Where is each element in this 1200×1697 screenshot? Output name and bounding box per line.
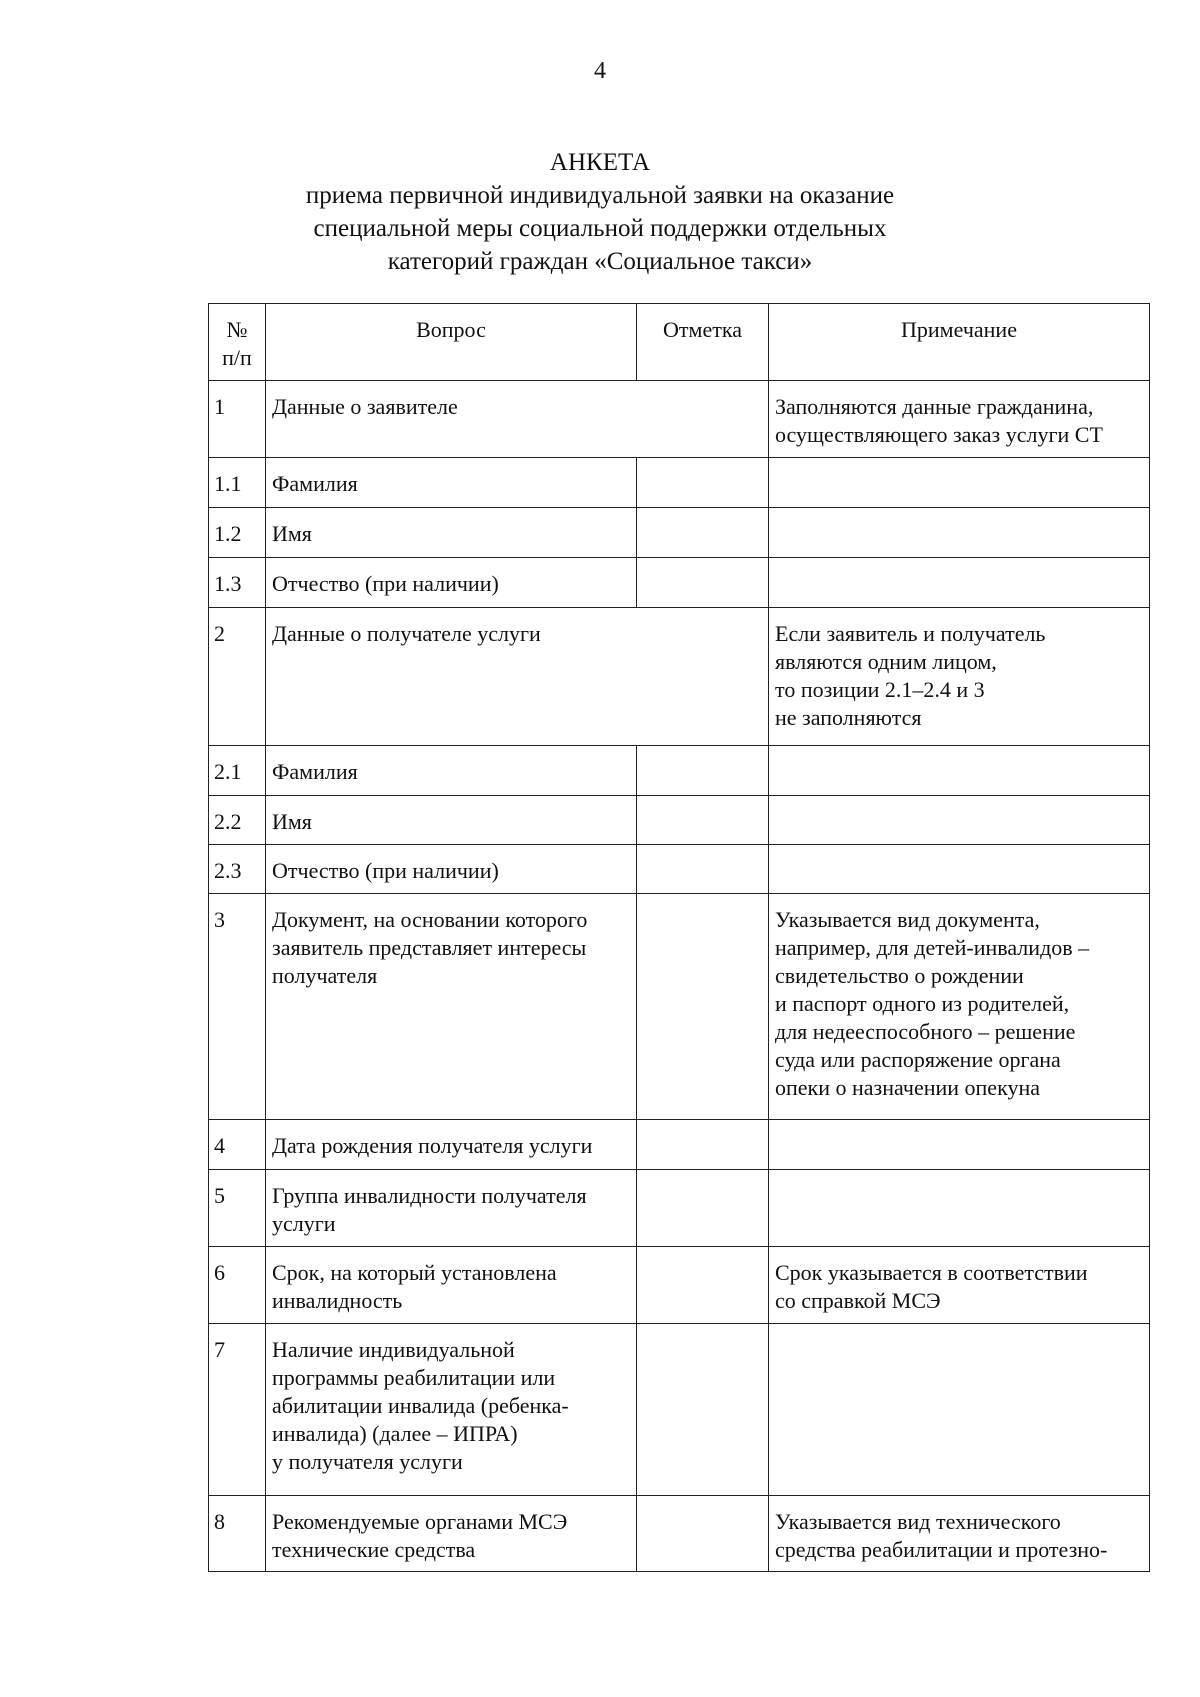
row-number: 4	[209, 1120, 266, 1170]
row-mark-cell[interactable]	[637, 508, 769, 558]
row-question: Имя	[266, 796, 637, 845]
row-note	[769, 746, 1150, 796]
row-number: 1.3	[209, 558, 266, 608]
row-number: 2.3	[209, 845, 266, 894]
row-note	[769, 845, 1150, 894]
questionnaire-table	[208, 303, 1150, 1572]
row-note: Указывается вид технического средства реабилитации и протезно-	[769, 1496, 1150, 1572]
row-question: Дата рождения получателя услуги	[266, 1120, 637, 1170]
row-note	[769, 1170, 1150, 1247]
table-row-2-2	[209, 796, 1150, 845]
row-mark-cell[interactable]	[637, 845, 769, 894]
table-row-4	[209, 1120, 1150, 1170]
row-note	[769, 508, 1150, 558]
row-note: Срок указывается в соответствии со справкой МСЭ	[769, 1247, 1150, 1324]
row-question: Отчество (при наличии)	[266, 558, 637, 608]
row-question: Данные о заявителе	[266, 381, 769, 458]
row-mark-cell[interactable]	[637, 458, 769, 508]
row-mark-cell[interactable]	[637, 894, 769, 1120]
form-title: АНКЕТА	[549, 149, 651, 176]
table-row-6	[209, 1247, 1150, 1324]
row-mark-cell[interactable]	[637, 1324, 769, 1496]
row-mark-cell[interactable]	[637, 1247, 769, 1324]
form-subtitle-line-1: приема первичной индивидуальной заявки на оказание	[305, 182, 895, 209]
row-number: 2.1	[209, 746, 266, 796]
row-note	[769, 1324, 1150, 1496]
row-note	[769, 796, 1150, 845]
row-mark-cell[interactable]	[637, 1120, 769, 1170]
row-number: 5	[209, 1170, 266, 1247]
table-row-1-2	[209, 508, 1150, 558]
row-note: Заполняются данные гражданина, осуществляющего заказ услуги СТ	[769, 381, 1150, 458]
row-number: 6	[209, 1247, 266, 1324]
row-question: Документ, на основании которого заявитель представляет интересы получателя	[266, 894, 637, 1120]
header-note: Примечание	[769, 304, 1150, 381]
table-row-3	[209, 894, 1150, 1120]
row-number: 1.2	[209, 508, 266, 558]
row-question: Имя	[266, 508, 637, 558]
table-row-2-1	[209, 746, 1150, 796]
row-question: Группа инвалидности получателя услуги	[266, 1170, 637, 1247]
row-note	[769, 458, 1150, 508]
table-row-1	[209, 381, 1150, 458]
header-question: Вопрос	[266, 304, 637, 381]
row-question: Данные о получателе услуги	[266, 608, 769, 746]
table-row-2-3	[209, 845, 1150, 894]
header-number: № п/п	[209, 304, 266, 381]
row-number: 1.1	[209, 458, 266, 508]
row-mark-cell[interactable]	[637, 558, 769, 608]
form-subtitle-line-2: специальной меры социальной поддержки отдельных	[313, 215, 887, 242]
row-question: Наличие индивидуальной программы реабилитации или абилитации инвалида (ребенка- инвалида) (далее – ИПРА) у получателя услуги	[266, 1324, 637, 1496]
row-number: 2.2	[209, 796, 266, 845]
row-number: 2	[209, 608, 266, 746]
form-title-block	[0, 146, 1200, 278]
form-subtitle-line-3: категорий граждан «Социальное такси»	[387, 248, 813, 275]
row-mark-cell[interactable]	[637, 746, 769, 796]
table-row-7	[209, 1324, 1150, 1496]
header-mark: Отметка	[637, 304, 769, 381]
row-note: Если заявитель и получатель являются одним лицом, то позиции 2.1–2.4 и 3 не заполняются	[769, 608, 1150, 746]
row-number: 3	[209, 894, 266, 1120]
row-question: Фамилия	[266, 458, 637, 508]
row-mark-cell[interactable]	[637, 1170, 769, 1247]
table-row-8	[209, 1496, 1150, 1572]
table-row-2	[209, 608, 1150, 746]
row-note	[769, 1120, 1150, 1170]
row-note: Указывается вид документа, например, для детей-инвалидов – свидетельство о рождении и паспорт одного из родителей, для недееспособного – решение суда или распоряжение органа опеки о назначении опекуна	[769, 894, 1150, 1120]
row-number: 7	[209, 1324, 266, 1496]
table-row-1-3	[209, 558, 1150, 608]
table-row-1-1	[209, 458, 1150, 508]
page-number: 4	[594, 58, 606, 84]
row-question: Отчество (при наличии)	[266, 845, 637, 894]
row-note	[769, 558, 1150, 608]
row-question: Фамилия	[266, 746, 637, 796]
row-mark-cell[interactable]	[637, 1496, 769, 1572]
table-header-row	[209, 304, 1150, 381]
row-number: 1	[209, 381, 266, 458]
row-number: 8	[209, 1496, 266, 1572]
row-mark-cell[interactable]	[637, 796, 769, 845]
table-row-5	[209, 1170, 1150, 1247]
row-question: Рекомендуемые органами МСЭ технические средства	[266, 1496, 637, 1572]
row-question: Срок, на который установлена инвалидность	[266, 1247, 637, 1324]
